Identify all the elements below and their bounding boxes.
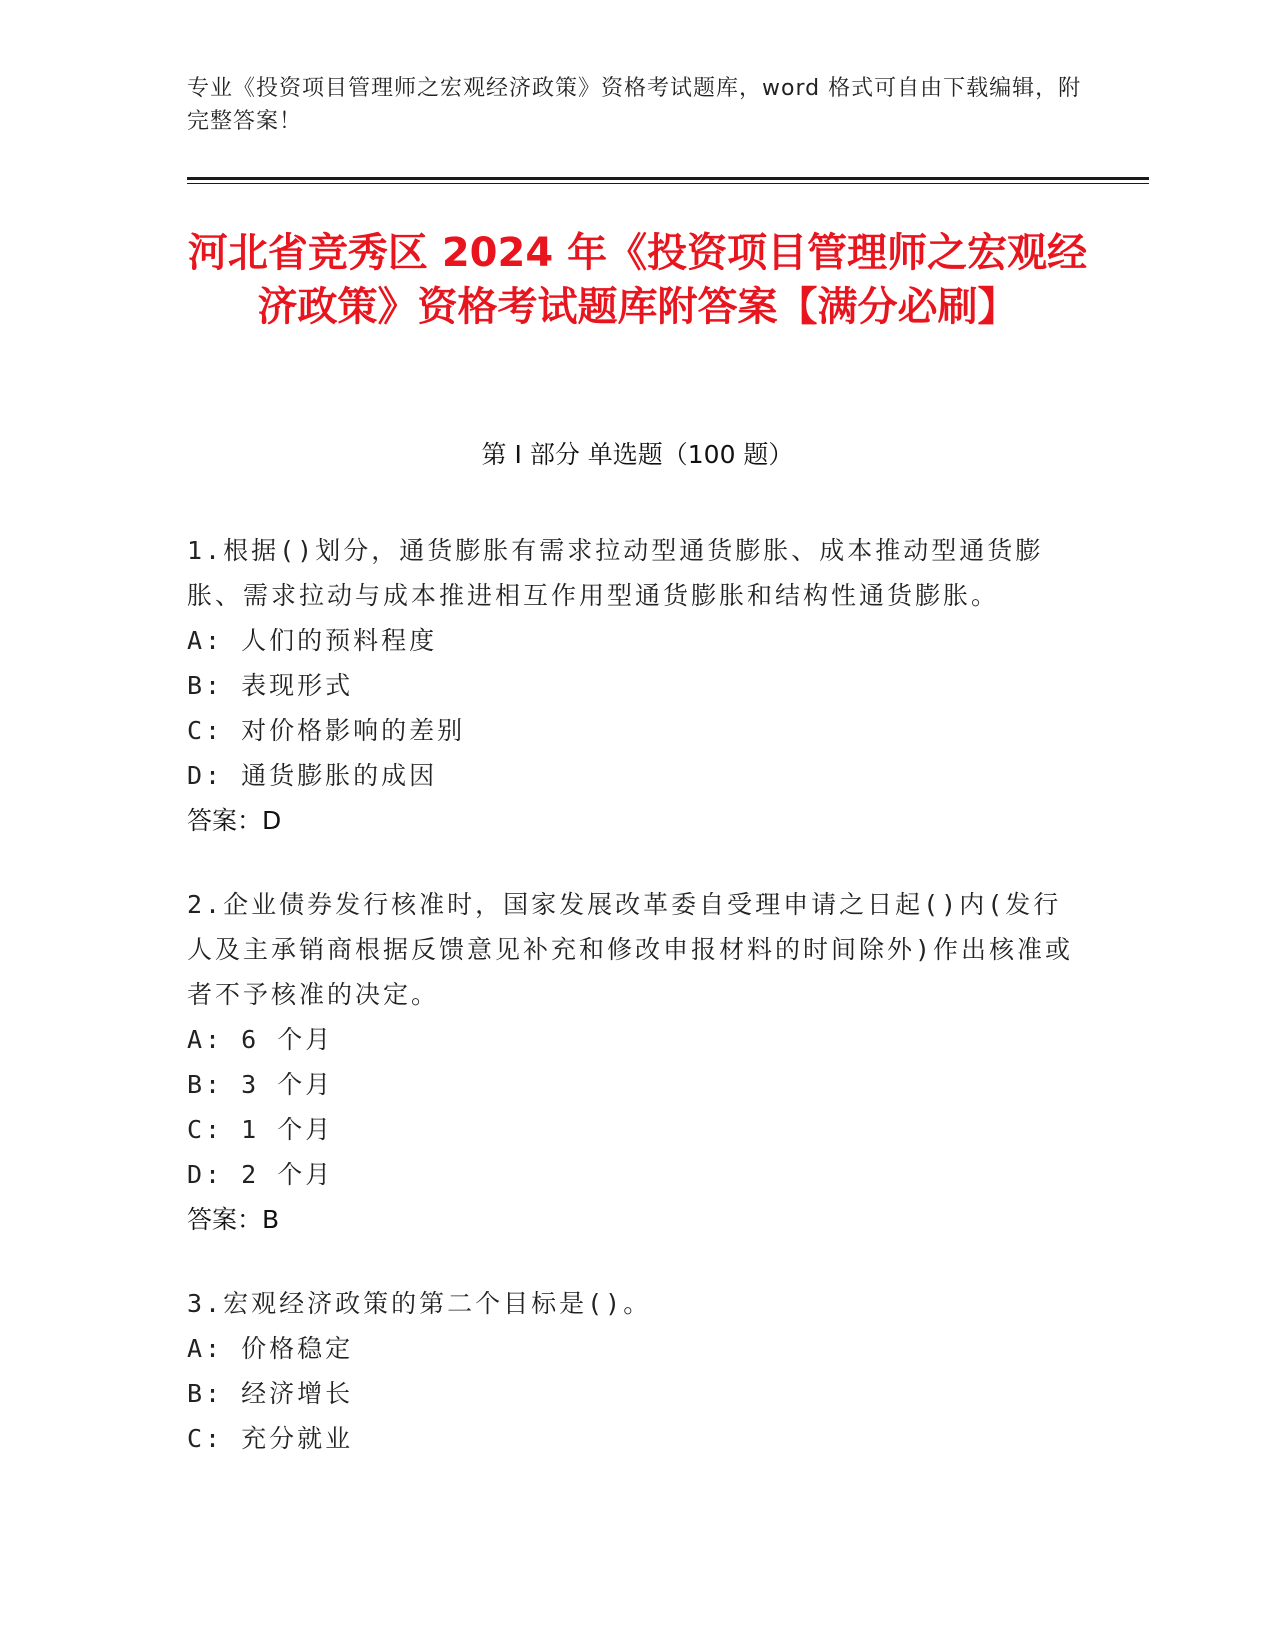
question-list <box>187 528 1087 1500</box>
question-stem: 1.根据()划分，通货膨胀有需求拉动型通货膨胀、成本推动型通货膨胀、需求拉动与成本推进相互作用型通货膨胀和结构性通货膨胀。 <box>187 536 1044 610</box>
option-a: A: 价格稳定 <box>187 1334 354 1363</box>
option-a: A: 人们的预料程度 <box>187 626 438 655</box>
question-1 <box>187 528 1087 843</box>
option-d: D: 2 个月 <box>187 1160 334 1189</box>
answer: 答案：D <box>187 806 282 835</box>
option-b: B: 表现形式 <box>187 671 354 700</box>
header-rule-thick <box>187 177 1149 180</box>
question-stem: 2.企业债券发行核准时，国家发展改革委自受理申请之日起()内(发行人及主承销商根据反馈意见补充和修改申报材料的时间除外)作出核准或者不予核准的决定。 <box>187 890 1074 1009</box>
question-stem: 3.宏观经济政策的第二个目标是()。 <box>187 1289 652 1318</box>
option-b: B: 经济增长 <box>187 1379 354 1408</box>
header-note: 专业《投资项目管理师之宏观经济政策》资格考试题库，word 格式可自由下载编辑，附完整答案！ <box>187 76 1082 134</box>
option-c: C: 充分就业 <box>187 1424 354 1453</box>
answer: 答案：B <box>187 1205 280 1234</box>
document-title: 河北省竞秀区 2024 年《投资项目管理师之宏观经济政策》资格考试题库附答案【满分必刷】 <box>187 230 1088 330</box>
option-c: C: 1 个月 <box>187 1115 334 1144</box>
section-title: 第 I 部分 单选题（100 题） <box>481 440 794 469</box>
question-2 <box>187 882 1087 1242</box>
option-b: B: 3 个月 <box>187 1070 334 1099</box>
option-a: A: 6 个月 <box>187 1025 334 1054</box>
header-rule-thin <box>187 183 1149 184</box>
question-3 <box>187 1281 1087 1461</box>
option-c: C: 对价格影响的差别 <box>187 716 466 745</box>
option-d: D: 通货膨胀的成因 <box>187 761 438 790</box>
